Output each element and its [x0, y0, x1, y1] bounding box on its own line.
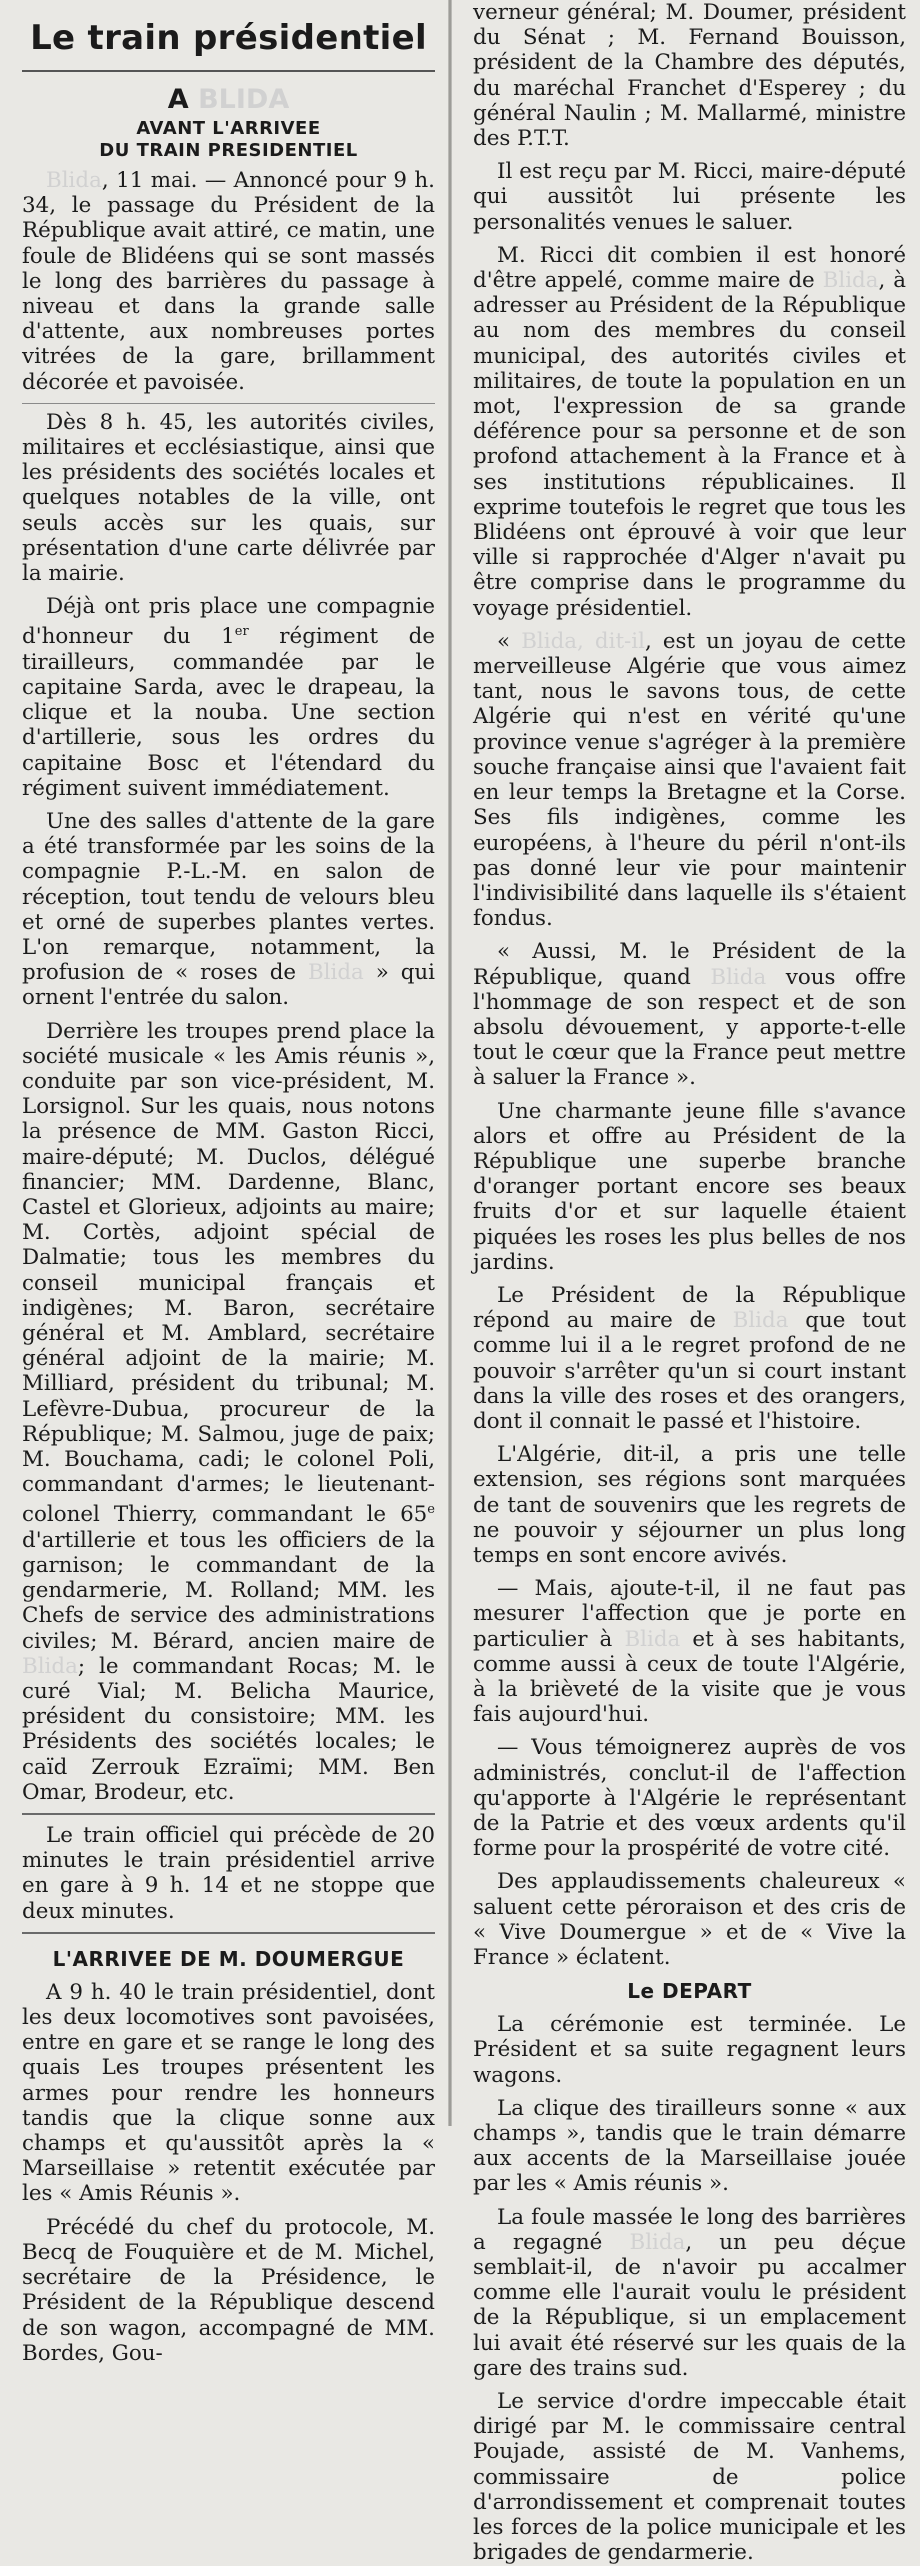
paragraph: Blida, 11 mai. — Annoncé pour 9 h. 34, le passage du Président de la République avait attiré, ce matin, une foule de Blidéens qui se sont massés le long des barrières du passage à niveau et dans la grande salle d'attente, aux nombreuses portes vitrées de la gare, brillamment décorée et pavoisée.: [22, 168, 435, 395]
paragraph: Le Président de la République répond au maire de Blida que tout comme lui il a le regret profond de ne pouvoir s'arrêter qu'un si court instant dans la ville des roses et des orangers, dont il connait le passé et l'histoire.: [473, 1282, 906, 1434]
place-name: Blida: [732, 1308, 789, 1334]
paragraph: « Blida, dit-il, est un joyau de cette merveilleuse Algérie que vous aimez tant, nous le savons tous, de cette Algérie qui n'est en vérité qu'une province venue s'agréger à la première souche française ainsi que l'avaient fait en leur temps la Bretagne et la Corse. Ses fils indigènes, comme les européens, à l'heure du péril n'ont-ils pas donné leur vie pour maintenir l'indivisibilité dans laquelle ils s'étaient fondus.: [473, 628, 906, 932]
paragraph: L'Algérie, dit-il, a pris une telle extension, ses régions sont marquées de tant de souvenirs que les regrets de ne pouvoir y séjourner un plus long temps en sont encore avivés.: [473, 1442, 906, 1568]
separator: [22, 403, 435, 404]
place-name: Blida: [822, 268, 879, 294]
place-name: Blida: [710, 964, 767, 990]
left-column: [0, 0, 451, 2366]
paragraph: Il est reçu par M. Ricci, maire-député qui aussitôt lui présente les personalités venues le saluer.: [473, 159, 906, 235]
paragraph: Une charmante jeune fille s'avance alors et offre au Président de la République une superbe branche d'oranger portant encore ses beaux fruits d'or et sur laquelle étaient piquées les roses les plus belles de nos jardins.: [473, 1098, 906, 1275]
place-name: Blida: [624, 1626, 681, 1652]
paragraph: La clique des tirailleurs sonne « aux champs », tandis que le train démarre aux accents de la Marseillaise jouée par les « Amis réunis ».: [473, 2095, 906, 2197]
paragraph: La foule massée le long des barrières a regagné Blida, un peu déçue semblait-il, de n'avoir pu accalmer comme elle l'aurait voulu le président de la République, si un emplacement lui avait été réservé sur les quais de la gare des trains sud.: [473, 2204, 906, 2381]
separator: [22, 1932, 435, 1934]
paragraph: — Vous témoignerez auprès de vos administrés, conclut-il de l'affection qu'apporte à l'Algérie le représentant de la Patrie et des vœux ardents qu'il forme pour la prospérité de votre cité.: [473, 1735, 906, 1862]
paragraph: Derrière les troupes prend place la société musicale « les Amis réunis », conduite par son vice-président, M. Lorsignol. Sur les quais, nous notons la présence de MM. Gaston Ricci, maire-député; M. Duclos, délégué financier; MM. Dardenne, Blanc, Castel et Glorieux, adjoints au maire; M. Cortès, adjoint spécial de Dalmatie; tous les membres du conseil municipal français et indigènes; M. Baron, secrétaire général et M. Amblard, secrétaire général adjoint de la mairie; M. Milliard, président du tribunal; M. Lefèvre-Dubua, procureur de la République; M. Salmou, juge de paix; M. Bouchama, cadi; le colonel Poli, commandant d'armes; le lieutenant-colonel Thierry, commandant le 65e d'artillerie et tous les officiers de la garnison; le commandant de la gendarmerie, M. Rolland; MM. les Chefs de service des administrations civiles; M. Bérard, ancien maire de Blida; le commandant Rocas; M. le curé Vial; M. Belicha Maurice, président du consistoire; MM. les Présidents des sociétés locales; le caïd Zerrouk Ezraïmi; MM. Ben Omar, Brodeur, etc.: [22, 1018, 435, 1805]
paragraph: verneur général; M. Doumer, président du Sénat ; M. Fernand Bouisson, président de la Chambre des députés, du maréchal Franchet d'Esperey ; du général Naulin ; M. Mallarmé, ministre des P.T.T.: [473, 0, 906, 152]
place-name: Blida, dit-il: [521, 628, 645, 654]
subhead-before-arrival: AVANT L'ARRIVEE: [136, 118, 321, 139]
subhead-doumergue-arrival: L'ARRIVEE DE M. DOUMERGUE: [52, 1946, 405, 1971]
subhead-presidential-train: DU TRAIN PRESIDENTIEL: [99, 140, 358, 161]
paragraph: Une des salles d'attente de la gare a été transformée par les soins de la compagnie P.-L.-M. en salon de réception, tout tendu de velours bleu et orné de superbes plantes vertes. L'on remarque, notamment, la profusion de « roses de Blida » qui ornent l'entrée du salon.: [22, 809, 436, 1011]
paragraph: La cérémonie est terminée. Le Président et sa suite regagnent leurs wagons.: [473, 2012, 906, 2088]
dateline: [22, 84, 435, 116]
place-name: Blida: [22, 1653, 78, 1679]
paragraph: Des applaudissements chaleureux « saluent cette péroraison et des cris de « Vive Doumergue » et de « Vive la France » éclatent.: [473, 1869, 906, 1971]
paragraph: A 9 h. 40 le train présidentiel, dont les deux locomotives sont pavoisées, entre en gare et se range le long des quais Les troupes présentent les armes pour rendre les honneurs tandis que la clique sonne aux champs et qu'aussitôt après la « Marseillaise » retentit exécutée par les « Amis Réunis ».: [22, 1979, 435, 2207]
paragraph: Le service d'ordre impeccable était dirigé par M. le commissaire central Poujade, assisté de M. Vanhems, commissaire de police d'arrondissement et comprenait toutes les forces de la police municipale et les brigades de gendarmerie.: [473, 2389, 906, 2566]
place-name: Blida: [46, 168, 102, 193]
right-column: [453, 0, 920, 2566]
paragraph: Le train officiel qui précède de 20 minutes le train présidentiel arrive en gare à 9 h. 14 et ne stoppe que deux minutes.: [22, 1823, 435, 1924]
article-title: Le train présidentiel: [30, 18, 427, 58]
subhead-departure: Le DEPART: [627, 1979, 752, 2004]
paragraph: Déjà ont pris place une compagnie d'honneur du 1er régiment de tirailleurs, commandée par le capitaine Sarda, avec le drapeau, la clique et la nouba. Une section d'artillerie, sous les ordres du capitaine Bosc et l'étendard du régiment suivent immédiatement.: [22, 594, 436, 801]
dateline-prefix: A: [167, 84, 189, 115]
paragraph: M. Ricci dit combien il est honoré d'être appelé, comme maire de Blida, à adresser au Président de la République au nom des membres du conseil municipal, des autorités civiles et militaires, de toute la population en un mot, l'expression de sa grande déférence pour sa personne et de son profond attachement à la France et à ses institutions républicaines. Il exprime toutefois le regret que tous les Blidéens ont éprouvé à voir que leur ville si rapprochée d'Alger n'avait pu être comprise dans le programme du voyage présidentiel.: [473, 242, 906, 621]
paragraph: « Aussi, M. le Président de la République, quand Blida vous offre l'hommage de son respect et de son absolu dévouement, y apporte-t-elle tout le cœur que la France peut mettre à saluer la France ».: [473, 939, 906, 1091]
dateline-place: BLIDA: [198, 84, 290, 115]
place-name: Blida: [307, 960, 364, 986]
separator: [22, 1813, 435, 1815]
paragraph: Dès 8 h. 45, les autorités civiles, militaires et ecclésiastique, ainsi que les présidents des sociétés locales et quelques notables de la ville, ont seuls accès sur les quais, sur présentation d'une carte délivrée par la mairie.: [22, 409, 435, 587]
paragraph: Précédé du chef du protocole, M. Becq de Fouquière et de M. Michel, secrétaire de la Présidence, le Président de la République descend de son wagon, accompagné de MM. Bordes, Gou-: [22, 2214, 435, 2366]
place-name: Blida: [629, 2229, 686, 2255]
paragraph: — Mais, ajoute-t-il, il ne faut pas mesurer l'affection que je porte en particulier à Blida et à ses habitants, comme aussi à ceux de toute l'Algérie, à la brièveté de la visite que je vous fais aujourd'hui.: [473, 1576, 906, 1728]
title-rule: [22, 70, 435, 72]
